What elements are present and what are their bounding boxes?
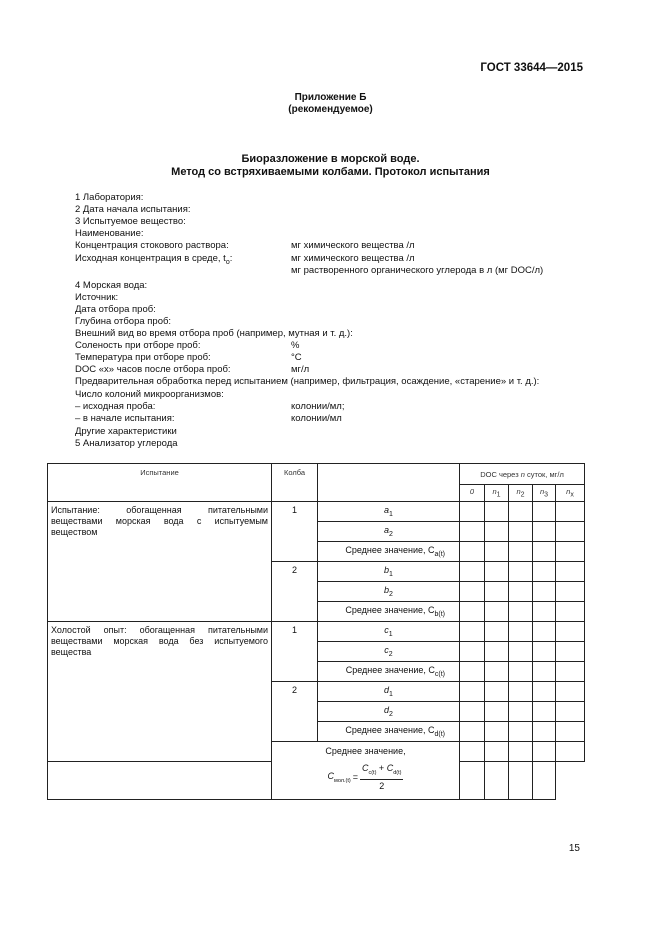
field-value: мг/л (291, 364, 310, 375)
page-number: 15 (568, 843, 580, 854)
field-label: DOC «x» часов после отбора проб: (75, 364, 231, 375)
standard-code: ГОСТ 33644—2015 (480, 62, 583, 74)
field-label: – исходная проба: (75, 401, 156, 412)
protocol-table (47, 463, 585, 800)
field-label: Источник: (75, 292, 119, 303)
flask-number: 2 (272, 682, 318, 742)
field-label: 5 Анализатор углерода (75, 438, 178, 449)
annex-title: Приложение Б (294, 92, 367, 103)
header-blank (318, 464, 460, 502)
field-value: колонии/мл; (291, 401, 345, 412)
field-label: 2 Дата начала испытания: (75, 204, 191, 215)
field-value-secondary: мг растворенного органического углерода в л (мг DOC/л) (291, 265, 544, 276)
annex-subtitle: (рекомендуемое) (288, 104, 373, 115)
value-b1: $b_1$ (318, 562, 460, 582)
field-label: Соленость при отборе проб: (75, 340, 201, 351)
field-label: Дата отбора проб: (75, 304, 156, 315)
field-label: Предварительная обработка перед испытанием (например, фильтрация, осаждение, «старение» и т. д.): (75, 376, 540, 387)
field-label: Другие характеристики (75, 426, 177, 437)
group-test-label: Испытание: обогащенная питательными веществами морская вода с испытуемым веществом (48, 502, 272, 622)
day-col-3: $n_3$ (533, 485, 556, 502)
final-average-formula: $C_{мол.(t)}$ = $\frac{C_{c(t)} + C_{d(t)}}{2}$ (327, 763, 402, 791)
final-average-label: Среднее значение, (325, 746, 406, 756)
group-blank-label: Холостой опыт: обогащенная питательными веществами морская вода без испытуемого вещества (48, 622, 272, 762)
field-value: мг химического вещества /л (291, 240, 415, 251)
value-c2: $c_2$ (318, 642, 460, 662)
field-value: колонии/мл (291, 413, 342, 424)
field-label: 4 Морская вода: (75, 280, 148, 291)
value-b2: $b_2$ (318, 582, 460, 602)
document-title-line2: Метод со встряхиваемыми колбами. Протокол испытания (171, 166, 490, 178)
field-label: Концентрация стокового раствора: (75, 240, 229, 251)
day-col-1: $n_1$ (485, 485, 509, 502)
header-flask: Колба (272, 464, 318, 502)
field-label: Глубина отбора проб: (75, 316, 172, 327)
final-average (272, 742, 460, 800)
field-label: 3 Испытуемое вещество: (75, 216, 186, 227)
value-a2: $a_2$ (318, 522, 460, 542)
value-d2: $d_2$ (318, 702, 460, 722)
field-label: Наименование: (75, 228, 144, 239)
field-label: Внешний вид во время отбора проб (например, мутная и т. д.): (75, 328, 353, 339)
value-d1: $d_1$ (318, 682, 460, 702)
field-value: % (291, 340, 300, 351)
average-b: Среднее значение, $C_{b(t)}$ (318, 602, 460, 622)
field-label: 1 Лаборатория: (75, 192, 144, 203)
day-col-x: $n_x$ (556, 485, 585, 502)
average-a: Среднее значение, $C_{a(t)}$ (318, 542, 460, 562)
value-c1: $c_1$ (318, 622, 460, 642)
header-doc: DOC через n суток, мг/л (460, 464, 585, 485)
flask-number: 2 (272, 562, 318, 622)
day-col-0: 0 (460, 485, 485, 502)
field-value: °C (291, 352, 302, 363)
day-col-2: $n_2$ (509, 485, 533, 502)
value-a1: $a_1$ (318, 502, 460, 522)
average-d: Среднее значение, $C_{d(t)}$ (318, 722, 460, 742)
field-label: Число колоний микроорганизмов: (75, 389, 224, 400)
flask-number: 1 (272, 502, 318, 562)
field-label: Температура при отборе проб: (75, 352, 211, 363)
field-value: мг химического вещества /л (291, 253, 415, 264)
flask-number: 1 (272, 622, 318, 682)
field-label: – в начале испытания: (75, 413, 175, 424)
document-title-line1: Биоразложение в морской воде. (241, 153, 420, 165)
average-c: Среднее значение, $C_{c(t)}$ (318, 662, 460, 682)
field-label: Исходная концентрация в среде, $t_o$: (75, 253, 233, 266)
header-test: Испытание (48, 464, 272, 502)
